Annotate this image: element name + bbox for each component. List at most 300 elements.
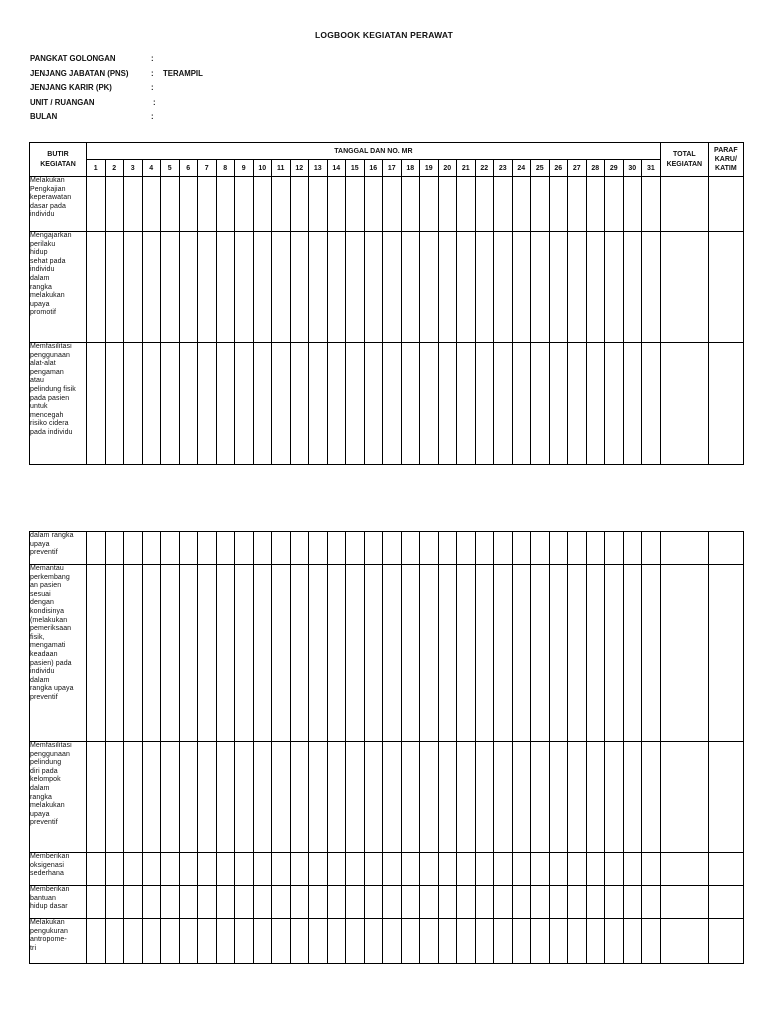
day-cell[interactable]: [364, 742, 383, 853]
day-cell[interactable]: [457, 742, 476, 853]
paraf-cell[interactable]: [708, 919, 743, 964]
day-cell[interactable]: [198, 853, 217, 886]
day-cell[interactable]: [438, 232, 457, 343]
day-cell[interactable]: [586, 343, 605, 465]
day-cell[interactable]: [198, 886, 217, 919]
day-cell[interactable]: [605, 919, 624, 964]
day-cell[interactable]: [346, 742, 365, 853]
day-cell[interactable]: [253, 919, 272, 964]
day-cell[interactable]: [568, 343, 587, 465]
day-cell[interactable]: [586, 532, 605, 565]
day-cell[interactable]: [105, 565, 124, 742]
day-cell[interactable]: [124, 232, 143, 343]
day-cell[interactable]: [346, 565, 365, 742]
day-cell[interactable]: [253, 232, 272, 343]
day-cell[interactable]: [383, 532, 402, 565]
day-cell[interactable]: [142, 919, 161, 964]
day-cell[interactable]: [401, 886, 420, 919]
day-cell[interactable]: [179, 565, 198, 742]
day-cell[interactable]: [327, 853, 346, 886]
day-cell[interactable]: [512, 565, 531, 742]
day-cell[interactable]: [420, 532, 439, 565]
paraf-cell[interactable]: [708, 853, 743, 886]
day-cell[interactable]: [568, 742, 587, 853]
day-cell[interactable]: [438, 343, 457, 465]
day-cell[interactable]: [457, 886, 476, 919]
day-cell[interactable]: [179, 853, 198, 886]
day-cell[interactable]: [642, 919, 661, 964]
day-cell[interactable]: [420, 177, 439, 232]
day-cell[interactable]: [309, 343, 328, 465]
day-cell[interactable]: [290, 232, 309, 343]
day-cell[interactable]: [401, 232, 420, 343]
day-cell[interactable]: [161, 886, 180, 919]
day-cell[interactable]: [568, 853, 587, 886]
day-cell[interactable]: [420, 919, 439, 964]
day-cell[interactable]: [438, 886, 457, 919]
day-cell[interactable]: [568, 886, 587, 919]
day-cell[interactable]: [568, 177, 587, 232]
day-cell[interactable]: [457, 853, 476, 886]
day-cell[interactable]: [623, 853, 642, 886]
day-cell[interactable]: [364, 343, 383, 465]
day-cell[interactable]: [161, 232, 180, 343]
day-cell[interactable]: [198, 565, 217, 742]
day-cell[interactable]: [494, 886, 513, 919]
day-cell[interactable]: [383, 177, 402, 232]
day-cell[interactable]: [586, 742, 605, 853]
day-cell[interactable]: [272, 343, 291, 465]
day-cell[interactable]: [216, 177, 235, 232]
day-cell[interactable]: [568, 232, 587, 343]
day-cell[interactable]: [364, 532, 383, 565]
day-cell[interactable]: [494, 919, 513, 964]
day-cell[interactable]: [105, 343, 124, 465]
day-cell[interactable]: [235, 532, 254, 565]
day-cell[interactable]: [512, 886, 531, 919]
day-cell[interactable]: [364, 232, 383, 343]
day-cell[interactable]: [309, 886, 328, 919]
total-cell[interactable]: [660, 232, 708, 343]
day-cell[interactable]: [346, 232, 365, 343]
day-cell[interactable]: [642, 532, 661, 565]
day-cell[interactable]: [124, 919, 143, 964]
day-cell[interactable]: [605, 742, 624, 853]
day-cell[interactable]: [494, 853, 513, 886]
total-cell[interactable]: [660, 532, 708, 565]
day-cell[interactable]: [605, 565, 624, 742]
day-cell[interactable]: [346, 886, 365, 919]
day-cell[interactable]: [179, 919, 198, 964]
day-cell[interactable]: [512, 742, 531, 853]
day-cell[interactable]: [198, 177, 217, 232]
day-cell[interactable]: [549, 742, 568, 853]
total-cell[interactable]: [660, 343, 708, 465]
day-cell[interactable]: [401, 919, 420, 964]
day-cell[interactable]: [346, 853, 365, 886]
day-cell[interactable]: [531, 343, 550, 465]
day-cell[interactable]: [327, 742, 346, 853]
day-cell[interactable]: [309, 919, 328, 964]
day-cell[interactable]: [290, 853, 309, 886]
day-cell[interactable]: [327, 532, 346, 565]
day-cell[interactable]: [272, 565, 291, 742]
day-cell[interactable]: [161, 853, 180, 886]
day-cell[interactable]: [457, 919, 476, 964]
day-cell[interactable]: [642, 343, 661, 465]
day-cell[interactable]: [272, 853, 291, 886]
day-cell[interactable]: [494, 343, 513, 465]
day-cell[interactable]: [290, 742, 309, 853]
day-cell[interactable]: [475, 232, 494, 343]
day-cell[interactable]: [549, 177, 568, 232]
day-cell[interactable]: [364, 565, 383, 742]
day-cell[interactable]: [327, 919, 346, 964]
day-cell[interactable]: [346, 532, 365, 565]
day-cell[interactable]: [438, 565, 457, 742]
day-cell[interactable]: [142, 886, 161, 919]
day-cell[interactable]: [401, 853, 420, 886]
day-cell[interactable]: [216, 853, 235, 886]
day-cell[interactable]: [105, 177, 124, 232]
day-cell[interactable]: [457, 177, 476, 232]
day-cell[interactable]: [531, 886, 550, 919]
day-cell[interactable]: [198, 919, 217, 964]
total-cell[interactable]: [660, 742, 708, 853]
day-cell[interactable]: [161, 177, 180, 232]
day-cell[interactable]: [642, 565, 661, 742]
day-cell[interactable]: [438, 853, 457, 886]
day-cell[interactable]: [124, 565, 143, 742]
day-cell[interactable]: [198, 232, 217, 343]
day-cell[interactable]: [142, 853, 161, 886]
day-cell[interactable]: [549, 532, 568, 565]
day-cell[interactable]: [272, 532, 291, 565]
day-cell[interactable]: [623, 232, 642, 343]
day-cell[interactable]: [253, 565, 272, 742]
day-cell[interactable]: [475, 565, 494, 742]
day-cell[interactable]: [253, 532, 272, 565]
day-cell[interactable]: [142, 565, 161, 742]
day-cell[interactable]: [549, 232, 568, 343]
day-cell[interactable]: [235, 742, 254, 853]
day-cell[interactable]: [198, 742, 217, 853]
day-cell[interactable]: [327, 177, 346, 232]
day-cell[interactable]: [568, 565, 587, 742]
day-cell[interactable]: [253, 177, 272, 232]
day-cell[interactable]: [87, 919, 106, 964]
day-cell[interactable]: [383, 853, 402, 886]
day-cell[interactable]: [586, 919, 605, 964]
day-cell[interactable]: [327, 565, 346, 742]
day-cell[interactable]: [179, 742, 198, 853]
day-cell[interactable]: [105, 232, 124, 343]
day-cell[interactable]: [364, 177, 383, 232]
day-cell[interactable]: [253, 343, 272, 465]
day-cell[interactable]: [586, 565, 605, 742]
day-cell[interactable]: [87, 853, 106, 886]
day-cell[interactable]: [87, 532, 106, 565]
day-cell[interactable]: [605, 886, 624, 919]
day-cell[interactable]: [401, 343, 420, 465]
day-cell[interactable]: [623, 177, 642, 232]
day-cell[interactable]: [87, 343, 106, 465]
day-cell[interactable]: [142, 343, 161, 465]
day-cell[interactable]: [605, 532, 624, 565]
day-cell[interactable]: [235, 343, 254, 465]
day-cell[interactable]: [420, 232, 439, 343]
day-cell[interactable]: [105, 532, 124, 565]
day-cell[interactable]: [216, 886, 235, 919]
day-cell[interactable]: [605, 853, 624, 886]
day-cell[interactable]: [364, 886, 383, 919]
day-cell[interactable]: [642, 742, 661, 853]
paraf-cell[interactable]: [708, 232, 743, 343]
day-cell[interactable]: [642, 177, 661, 232]
day-cell[interactable]: [420, 886, 439, 919]
day-cell[interactable]: [531, 177, 550, 232]
header-paraf: PARAF KARU/ KATIM: [708, 143, 743, 177]
day-cell[interactable]: [475, 853, 494, 886]
day-cell[interactable]: [531, 232, 550, 343]
day-cell[interactable]: [216, 232, 235, 343]
day-cell[interactable]: [142, 232, 161, 343]
paraf-cell[interactable]: [708, 742, 743, 853]
day-cell[interactable]: [142, 532, 161, 565]
day-cell[interactable]: [383, 742, 402, 853]
info-row-pangkat: PANGKAT GOLONGAN :: [30, 52, 203, 67]
day-cell[interactable]: [124, 886, 143, 919]
day-cell[interactable]: [549, 343, 568, 465]
day-cell[interactable]: [494, 177, 513, 232]
day-cell[interactable]: [346, 177, 365, 232]
paraf-cell[interactable]: [708, 177, 743, 232]
day-cell[interactable]: [586, 177, 605, 232]
day-cell[interactable]: [568, 532, 587, 565]
day-cell[interactable]: [235, 232, 254, 343]
day-cell[interactable]: [142, 742, 161, 853]
day-cell[interactable]: [383, 919, 402, 964]
total-cell[interactable]: [660, 565, 708, 742]
day-cell[interactable]: [438, 919, 457, 964]
day-cell[interactable]: [401, 565, 420, 742]
day-cell[interactable]: [161, 565, 180, 742]
day-cell[interactable]: [290, 919, 309, 964]
paraf-cell[interactable]: [708, 532, 743, 565]
day-cell[interactable]: [309, 565, 328, 742]
day-cell[interactable]: [346, 919, 365, 964]
day-cell[interactable]: [605, 232, 624, 343]
day-cell[interactable]: [642, 853, 661, 886]
day-cell[interactable]: [475, 177, 494, 232]
day-cell[interactable]: [531, 919, 550, 964]
day-cell[interactable]: [309, 742, 328, 853]
day-cell[interactable]: [438, 742, 457, 853]
day-cell[interactable]: [605, 343, 624, 465]
day-cell[interactable]: [105, 886, 124, 919]
day-cell[interactable]: [475, 742, 494, 853]
total-cell[interactable]: [660, 886, 708, 919]
day-cell[interactable]: [364, 853, 383, 886]
day-cell[interactable]: [475, 532, 494, 565]
day-cell[interactable]: [383, 565, 402, 742]
day-cell[interactable]: [216, 919, 235, 964]
total-cell[interactable]: [660, 177, 708, 232]
day-cell[interactable]: [586, 232, 605, 343]
day-cell[interactable]: [309, 853, 328, 886]
day-cell[interactable]: [512, 919, 531, 964]
day-cell[interactable]: [272, 919, 291, 964]
day-cell[interactable]: [457, 232, 476, 343]
day-cell[interactable]: [531, 565, 550, 742]
day-cell[interactable]: [401, 742, 420, 853]
day-cell[interactable]: [642, 232, 661, 343]
day-cell[interactable]: [87, 565, 106, 742]
day-cell[interactable]: [512, 343, 531, 465]
day-cell[interactable]: [290, 343, 309, 465]
day-cell[interactable]: [549, 565, 568, 742]
day-cell[interactable]: [623, 742, 642, 853]
day-cell[interactable]: [327, 232, 346, 343]
day-cell[interactable]: [124, 177, 143, 232]
day-cell[interactable]: [346, 343, 365, 465]
day-cell[interactable]: [161, 343, 180, 465]
day-cell[interactable]: [105, 742, 124, 853]
day-cell[interactable]: [586, 853, 605, 886]
day-cell[interactable]: [179, 177, 198, 232]
day-cell[interactable]: [290, 565, 309, 742]
day-cell[interactable]: [383, 232, 402, 343]
total-cell[interactable]: [660, 853, 708, 886]
day-cell[interactable]: [235, 919, 254, 964]
day-cell[interactable]: [235, 565, 254, 742]
day-cell[interactable]: [179, 343, 198, 465]
day-cell[interactable]: [309, 232, 328, 343]
total-cell[interactable]: [660, 919, 708, 964]
day-cell[interactable]: [401, 532, 420, 565]
day-cell[interactable]: [290, 177, 309, 232]
day-cell[interactable]: [216, 742, 235, 853]
day-cell[interactable]: [124, 343, 143, 465]
day-cell[interactable]: [568, 919, 587, 964]
paraf-cell[interactable]: [708, 565, 743, 742]
day-cell[interactable]: [253, 853, 272, 886]
day-cell[interactable]: [549, 919, 568, 964]
day-cell[interactable]: [124, 532, 143, 565]
info-value[interactable]: TERAMPIL: [163, 68, 203, 78]
day-cell[interactable]: [87, 886, 106, 919]
day-cell[interactable]: [420, 565, 439, 742]
day-cell[interactable]: [253, 886, 272, 919]
day-cell[interactable]: [623, 886, 642, 919]
day-cell[interactable]: [420, 343, 439, 465]
day-cell[interactable]: [512, 232, 531, 343]
day-cell[interactable]: [105, 853, 124, 886]
day-cell[interactable]: [272, 177, 291, 232]
day-cell[interactable]: [290, 532, 309, 565]
day-cell[interactable]: [605, 177, 624, 232]
day-cell[interactable]: [179, 232, 198, 343]
day-cell[interactable]: [124, 853, 143, 886]
day-cell[interactable]: [87, 742, 106, 853]
day-cell[interactable]: [142, 177, 161, 232]
day-cell[interactable]: [420, 742, 439, 853]
day-cell[interactable]: [623, 565, 642, 742]
day-cell[interactable]: [216, 565, 235, 742]
day-cell[interactable]: [549, 853, 568, 886]
day-cell[interactable]: [198, 343, 217, 465]
day-cell[interactable]: [272, 742, 291, 853]
day-cell[interactable]: [198, 532, 217, 565]
day-cell[interactable]: [457, 343, 476, 465]
day-cell[interactable]: [531, 532, 550, 565]
day-cell[interactable]: [161, 742, 180, 853]
day-cell[interactable]: [475, 343, 494, 465]
day-cell[interactable]: [623, 532, 642, 565]
day-cell[interactable]: [309, 532, 328, 565]
day-cell[interactable]: [105, 919, 124, 964]
day-cell[interactable]: [161, 919, 180, 964]
day-cell[interactable]: [401, 177, 420, 232]
day-cell[interactable]: [420, 853, 439, 886]
day-cell[interactable]: [235, 177, 254, 232]
paraf-cell[interactable]: [708, 886, 743, 919]
day-cell[interactable]: [383, 343, 402, 465]
day-cell[interactable]: [494, 232, 513, 343]
day-cell[interactable]: [290, 886, 309, 919]
day-cell[interactable]: [494, 742, 513, 853]
day-cell[interactable]: [327, 343, 346, 465]
day-cell[interactable]: [623, 919, 642, 964]
day-cell[interactable]: [512, 532, 531, 565]
day-cell[interactable]: [179, 886, 198, 919]
day-cell[interactable]: [494, 532, 513, 565]
day-cell[interactable]: [475, 886, 494, 919]
day-cell[interactable]: [457, 565, 476, 742]
day-cell[interactable]: [253, 742, 272, 853]
day-cell[interactable]: [87, 232, 106, 343]
day-cell[interactable]: [216, 343, 235, 465]
day-cell[interactable]: [457, 532, 476, 565]
day-cell[interactable]: [512, 177, 531, 232]
day-cell[interactable]: [438, 532, 457, 565]
day-cell[interactable]: [87, 177, 106, 232]
day-cell[interactable]: [549, 886, 568, 919]
day-cell[interactable]: [531, 742, 550, 853]
day-cell[interactable]: [161, 532, 180, 565]
day-cell[interactable]: [623, 343, 642, 465]
day-cell[interactable]: [235, 853, 254, 886]
day-cell[interactable]: [531, 853, 550, 886]
day-cell[interactable]: [124, 742, 143, 853]
day-cell[interactable]: [586, 886, 605, 919]
day-cell[interactable]: [327, 886, 346, 919]
day-cell[interactable]: [179, 532, 198, 565]
day-cell[interactable]: [216, 532, 235, 565]
day-cell[interactable]: [309, 177, 328, 232]
day-cell[interactable]: [512, 853, 531, 886]
day-cell[interactable]: [272, 886, 291, 919]
paraf-cell[interactable]: [708, 343, 743, 465]
day-cell[interactable]: [364, 919, 383, 964]
day-cell[interactable]: [475, 919, 494, 964]
day-cell[interactable]: [383, 886, 402, 919]
day-cell[interactable]: [438, 177, 457, 232]
day-cell[interactable]: [642, 886, 661, 919]
day-cell[interactable]: [272, 232, 291, 343]
day-cell[interactable]: [494, 565, 513, 742]
day-cell[interactable]: [235, 886, 254, 919]
